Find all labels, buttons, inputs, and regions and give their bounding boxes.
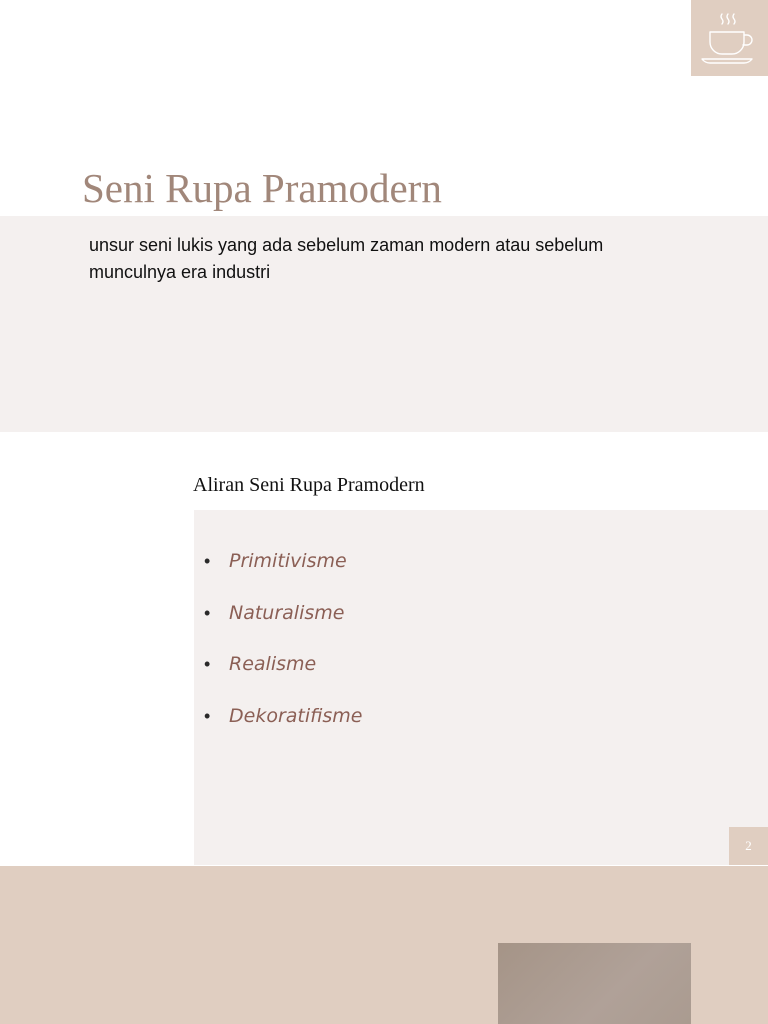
coffee-cup-icon bbox=[700, 10, 758, 66]
coffee-badge bbox=[691, 0, 768, 76]
intro-text: unsur seni lukis yang ada sebelum zaman modern atau sebelum munculnya era industri bbox=[89, 235, 604, 282]
list-item-label: Primitivisme bbox=[229, 550, 347, 572]
list-item-label: Realisme bbox=[229, 653, 317, 675]
list-item-label: Dekoratifisme bbox=[229, 704, 363, 727]
bullet: • bbox=[204, 602, 211, 623]
list-item bbox=[204, 598, 363, 650]
page-title: Seni Rupa Pramodern bbox=[82, 165, 442, 211]
page-number: 2 bbox=[729, 827, 768, 865]
list-panel bbox=[194, 510, 768, 865]
bullet: • bbox=[204, 705, 211, 726]
bullet: • bbox=[204, 654, 211, 674]
list-item bbox=[204, 649, 363, 701]
aliran-list bbox=[204, 546, 363, 752]
bullet: • bbox=[204, 551, 211, 571]
list-item bbox=[204, 701, 363, 753]
section-heading: Aliran Seni Rupa Pramodern bbox=[193, 474, 425, 496]
decorative-image bbox=[498, 943, 691, 1024]
list-item-label: Naturalisme bbox=[229, 601, 345, 624]
list-item bbox=[204, 546, 363, 598]
intro-panel bbox=[0, 216, 768, 432]
